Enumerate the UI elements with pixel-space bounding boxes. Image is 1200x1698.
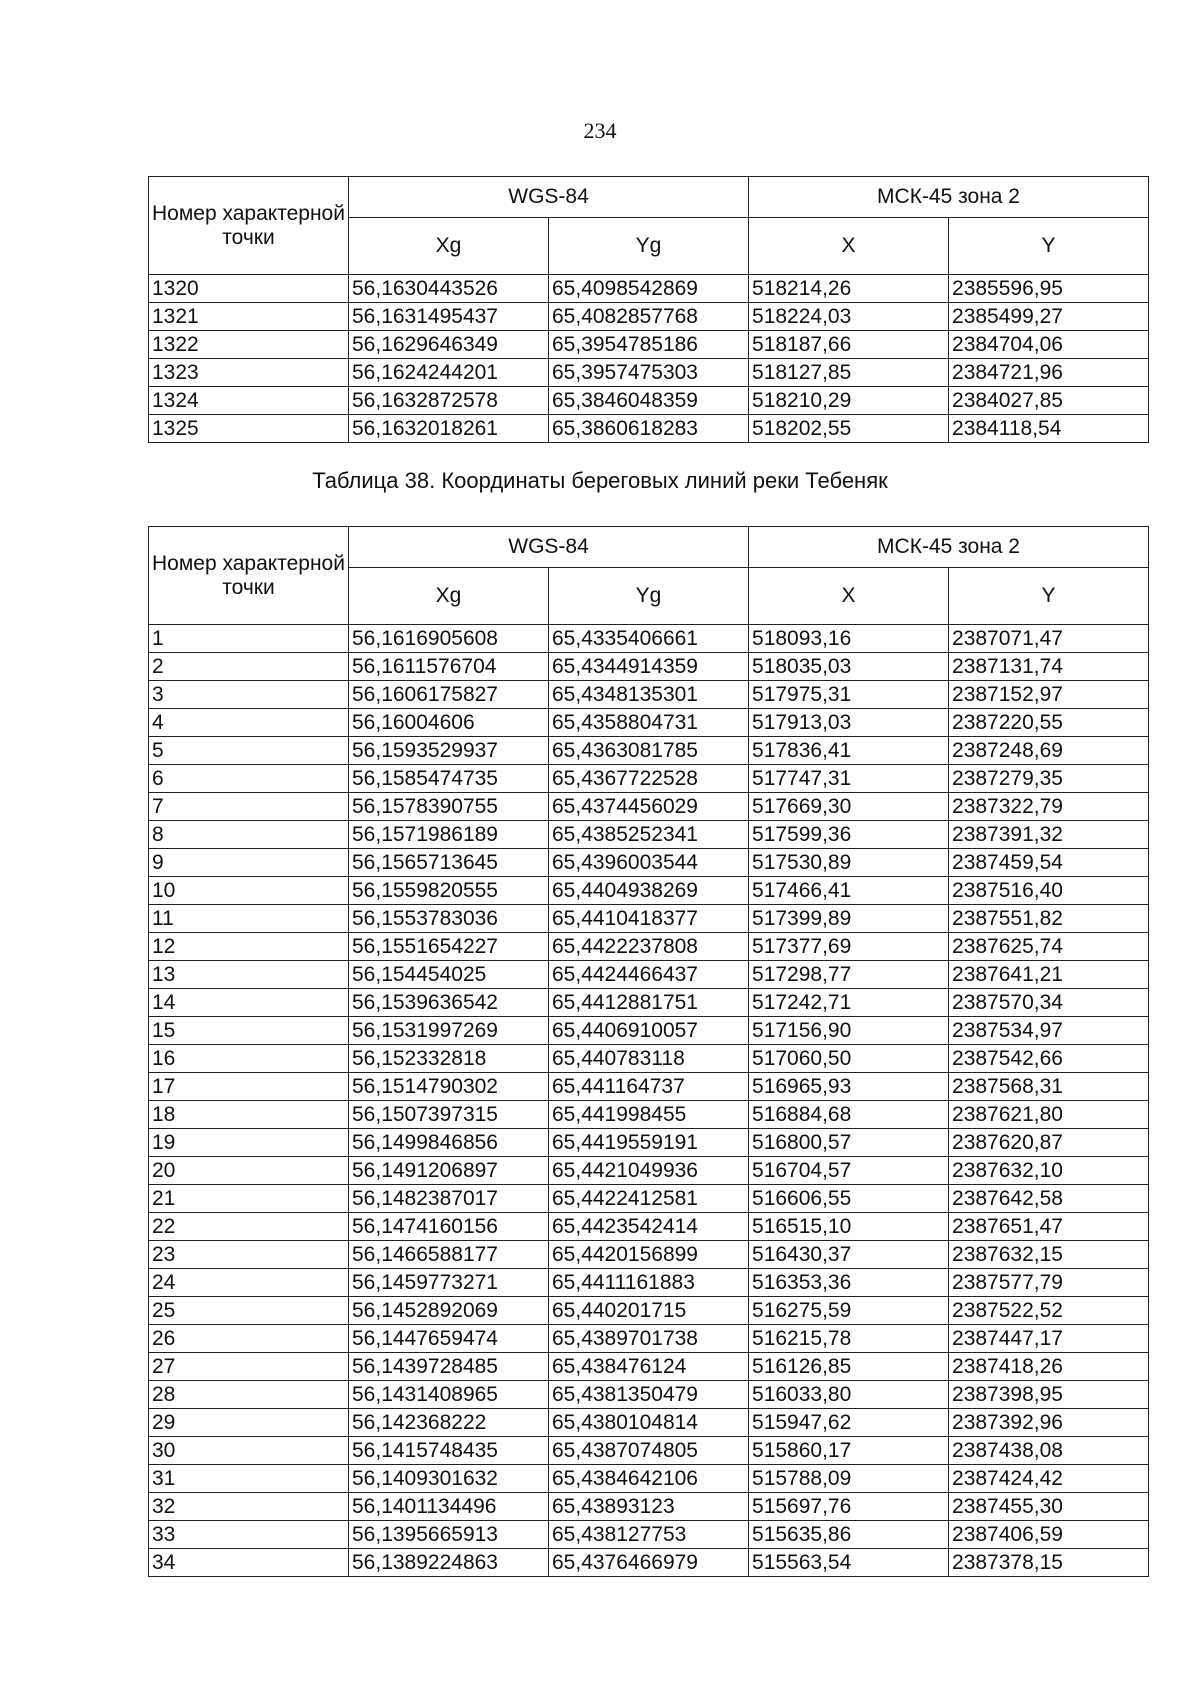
yg-cell: 65,4423542414 [549,1213,749,1241]
point-number-cell: 14 [149,989,349,1017]
point-number-cell: 1321 [149,303,349,331]
yg-cell: 65,441164737 [549,1073,749,1101]
point-number-cell: 26 [149,1325,349,1353]
xg-cell: 56,1631495437 [349,303,549,331]
xg-cell: 56,1447659474 [349,1325,549,1353]
xg-cell: 56,1553783036 [349,905,549,933]
table-row [149,765,1149,793]
x-cell: 517599,36 [749,821,949,849]
table-row [149,331,1149,359]
y-cell: 2387406,59 [949,1521,1149,1549]
table-row [149,1297,1149,1325]
table-row [149,737,1149,765]
yg-cell: 65,4412881751 [549,989,749,1017]
y-cell: 2387220,55 [949,709,1149,737]
header-wgs84: WGS-84 [349,527,749,568]
yg-cell: 65,4374456029 [549,793,749,821]
x-cell: 518214,26 [749,275,949,303]
x-cell: 517975,31 [749,681,949,709]
table-caption: Таблица 38. Координаты береговых линий реки Тебеняк [312,468,888,493]
table-row [149,1101,1149,1129]
point-number-cell: 28 [149,1381,349,1409]
y-cell: 2387459,54 [949,849,1149,877]
yg-cell: 65,440201715 [549,1297,749,1325]
yg-cell: 65,438476124 [549,1353,749,1381]
x-cell: 516430,37 [749,1241,949,1269]
y-cell: 2387625,74 [949,933,1149,961]
yg-cell: 65,440783118 [549,1045,749,1073]
table-row [149,1353,1149,1381]
x-cell: 515635,86 [749,1521,949,1549]
yg-cell: 65,4422237808 [549,933,749,961]
y-cell: 2387279,35 [949,765,1149,793]
y-cell: 2387651,47 [949,1213,1149,1241]
yg-cell: 65,4422412581 [549,1185,749,1213]
yg-cell: 65,4381350479 [549,1381,749,1409]
y-cell: 2387632,15 [949,1241,1149,1269]
xg-cell: 56,1452892069 [349,1297,549,1325]
point-number-cell: 6 [149,765,349,793]
point-number-cell: 27 [149,1353,349,1381]
xg-cell: 56,1507397315 [349,1101,549,1129]
table-1-body [149,275,1149,443]
x-cell: 516965,93 [749,1073,949,1101]
xg-cell: 56,1539636542 [349,989,549,1017]
xg-cell: 56,1559820555 [349,877,549,905]
table-row [149,1325,1149,1353]
yg-cell: 65,4380104814 [549,1409,749,1437]
x-cell: 516515,10 [749,1213,949,1241]
table-row [149,1521,1149,1549]
point-number-cell: 2 [149,653,349,681]
yg-cell: 65,4344914359 [549,653,749,681]
xg-cell: 56,1531997269 [349,1017,549,1045]
yg-cell: 65,43893123 [549,1493,749,1521]
x-cell: 517836,41 [749,737,949,765]
point-number-cell: 1320 [149,275,349,303]
point-number-cell: 22 [149,1213,349,1241]
header-xg: Xg [349,568,549,625]
xg-cell: 56,1578390755 [349,793,549,821]
xg-cell: 56,142368222 [349,1409,549,1437]
table-row [149,1017,1149,1045]
yg-cell: 65,441998455 [549,1101,749,1129]
yg-cell: 65,4410418377 [549,905,749,933]
xg-cell: 56,1491206897 [349,1157,549,1185]
header-point-number: Номер характерной точки [149,527,349,625]
xg-cell: 56,1395665913 [349,1521,549,1549]
xg-cell: 56,1629646349 [349,331,549,359]
xg-cell: 56,1409301632 [349,1465,549,1493]
table-row [149,625,1149,653]
yg-cell: 65,3957475303 [549,359,749,387]
point-number-cell: 3 [149,681,349,709]
yg-cell: 65,4376466979 [549,1549,749,1577]
y-cell: 2385499,27 [949,303,1149,331]
table-row [149,989,1149,1017]
xg-cell: 56,1565713645 [349,849,549,877]
x-cell: 516884,68 [749,1101,949,1129]
x-cell: 516704,57 [749,1157,949,1185]
table-row [149,1549,1149,1577]
y-cell: 2387248,69 [949,737,1149,765]
x-cell: 516353,36 [749,1269,949,1297]
table-row [149,1129,1149,1157]
yg-cell: 65,4385252341 [549,821,749,849]
yg-cell: 65,4406910057 [549,1017,749,1045]
point-number-cell: 1 [149,625,349,653]
xg-cell: 56,1551654227 [349,933,549,961]
point-number-cell: 1322 [149,331,349,359]
xg-cell: 56,154454025 [349,961,549,989]
xg-cell: 56,1466588177 [349,1241,549,1269]
x-cell: 516800,57 [749,1129,949,1157]
x-cell: 517669,30 [749,793,949,821]
yg-cell: 65,438127753 [549,1521,749,1549]
xg-cell: 56,16004606 [349,709,549,737]
x-cell: 518224,03 [749,303,949,331]
yg-cell: 65,4389701738 [549,1325,749,1353]
point-number-cell: 10 [149,877,349,905]
header-y: Y [949,218,1149,275]
point-number-cell: 9 [149,849,349,877]
xg-cell: 56,1474160156 [349,1213,549,1241]
x-cell: 517298,77 [749,961,949,989]
point-number-cell: 17 [149,1073,349,1101]
table-row [149,961,1149,989]
table-row [149,1157,1149,1185]
x-cell: 515563,54 [749,1549,949,1577]
x-cell: 517530,89 [749,849,949,877]
yg-cell: 65,4396003544 [549,849,749,877]
point-number-cell: 1325 [149,415,349,443]
y-cell: 2387620,87 [949,1129,1149,1157]
xg-cell: 56,1593529937 [349,737,549,765]
y-cell: 2387641,21 [949,961,1149,989]
xg-cell: 56,1459773271 [349,1269,549,1297]
y-cell: 2387071,47 [949,625,1149,653]
point-number-cell: 24 [149,1269,349,1297]
y-cell: 2387568,31 [949,1073,1149,1101]
point-number-cell: 31 [149,1465,349,1493]
xg-cell: 56,152332818 [349,1045,549,1073]
y-cell: 2387418,26 [949,1353,1149,1381]
xg-cell: 56,1439728485 [349,1353,549,1381]
xg-cell: 56,1632018261 [349,415,549,443]
table-row [149,387,1149,415]
xg-cell: 56,1624244201 [349,359,549,387]
xg-cell: 56,1630443526 [349,275,549,303]
y-cell: 2387455,30 [949,1493,1149,1521]
table-row [149,793,1149,821]
yg-cell: 65,4404938269 [549,877,749,905]
y-cell: 2387551,82 [949,905,1149,933]
header-yg: Yg [549,568,749,625]
x-cell: 518035,03 [749,653,949,681]
table-row [149,821,1149,849]
x-cell: 517242,71 [749,989,949,1017]
x-cell: 517156,90 [749,1017,949,1045]
xg-cell: 56,1616905608 [349,625,549,653]
x-cell: 516606,55 [749,1185,949,1213]
y-cell: 2387152,97 [949,681,1149,709]
point-number-cell: 1324 [149,387,349,415]
table-2-body [149,625,1149,1577]
point-number-cell: 15 [149,1017,349,1045]
point-number-cell: 33 [149,1521,349,1549]
y-cell: 2387131,74 [949,653,1149,681]
xg-cell: 56,1585474735 [349,765,549,793]
table-row [149,1045,1149,1073]
point-number-cell: 25 [149,1297,349,1325]
x-cell: 516126,85 [749,1353,949,1381]
y-cell: 2387447,17 [949,1325,1149,1353]
point-number-cell: 23 [149,1241,349,1269]
point-number-cell: 20 [149,1157,349,1185]
x-cell: 516033,80 [749,1381,949,1409]
y-cell: 2384704,06 [949,331,1149,359]
table-row [149,1185,1149,1213]
table-row [149,681,1149,709]
table-row [149,849,1149,877]
xg-cell: 56,1606175827 [349,681,549,709]
xg-cell: 56,1632872578 [349,387,549,415]
x-cell: 515697,76 [749,1493,949,1521]
y-cell: 2387621,80 [949,1101,1149,1129]
yg-cell: 65,4098542869 [549,275,749,303]
point-number-cell: 4 [149,709,349,737]
table-row [149,303,1149,331]
yg-cell: 65,4419559191 [549,1129,749,1157]
xg-cell: 56,1499846856 [349,1129,549,1157]
header-yg: Yg [549,218,749,275]
y-cell: 2387392,96 [949,1409,1149,1437]
coordinates-table-2 [148,526,1149,1577]
y-cell: 2387577,79 [949,1269,1149,1297]
y-cell: 2387424,42 [949,1465,1149,1493]
x-cell: 515947,62 [749,1409,949,1437]
point-number-cell: 32 [149,1493,349,1521]
y-cell: 2387322,79 [949,793,1149,821]
header-point-number: Номер характерной точки [149,177,349,275]
header-msk45: МСК-45 зона 2 [749,177,1149,218]
y-cell: 2387516,40 [949,877,1149,905]
point-number-cell: 29 [149,1409,349,1437]
y-cell: 2387391,32 [949,821,1149,849]
xg-cell: 56,1431408965 [349,1381,549,1409]
table-row [149,1409,1149,1437]
point-number-cell: 8 [149,821,349,849]
point-number-cell: 19 [149,1129,349,1157]
point-number-cell: 34 [149,1549,349,1577]
table-row [149,1465,1149,1493]
yg-cell: 65,3846048359 [549,387,749,415]
yg-cell: 65,4387074805 [549,1437,749,1465]
y-cell: 2387570,34 [949,989,1149,1017]
y-cell: 2385596,95 [949,275,1149,303]
yg-cell: 65,4367722528 [549,765,749,793]
point-number-cell: 1323 [149,359,349,387]
table-row [149,415,1149,443]
x-cell: 517377,69 [749,933,949,961]
y-cell: 2384721,96 [949,359,1149,387]
xg-cell: 56,1514790302 [349,1073,549,1101]
x-cell: 518187,66 [749,331,949,359]
coordinates-table-1 [148,176,1149,443]
y-cell: 2387522,52 [949,1297,1149,1325]
y-cell: 2387642,58 [949,1185,1149,1213]
yg-cell: 65,4082857768 [549,303,749,331]
table-row [149,933,1149,961]
table-row [149,1493,1149,1521]
xg-cell: 56,1571986189 [349,821,549,849]
header-x: X [749,568,949,625]
y-cell: 2387378,15 [949,1549,1149,1577]
table-row [149,1241,1149,1269]
xg-cell: 56,1389224863 [349,1549,549,1577]
y-cell: 2387632,10 [949,1157,1149,1185]
point-number-cell: 5 [149,737,349,765]
x-cell: 517466,41 [749,877,949,905]
point-number-cell: 16 [149,1045,349,1073]
x-cell: 515860,17 [749,1437,949,1465]
xg-cell: 56,1415748435 [349,1437,549,1465]
table-row [149,275,1149,303]
x-cell: 515788,09 [749,1465,949,1493]
header-msk45: МСК-45 зона 2 [749,527,1149,568]
point-number-cell: 11 [149,905,349,933]
xg-cell: 56,1482387017 [349,1185,549,1213]
x-cell: 518202,55 [749,415,949,443]
table-row [149,1269,1149,1297]
yg-cell: 65,4420156899 [549,1241,749,1269]
table-row [149,709,1149,737]
y-cell: 2384118,54 [949,415,1149,443]
yg-cell: 65,4411161883 [549,1269,749,1297]
point-number-cell: 18 [149,1101,349,1129]
y-cell: 2387542,66 [949,1045,1149,1073]
x-cell: 517747,31 [749,765,949,793]
header-xg: Xg [349,218,549,275]
point-number-cell: 21 [149,1185,349,1213]
y-cell: 2387438,08 [949,1437,1149,1465]
header-x: X [749,218,949,275]
x-cell: 517060,50 [749,1045,949,1073]
yg-cell: 65,4363081785 [549,737,749,765]
header-y: Y [949,568,1149,625]
yg-cell: 65,4348135301 [549,681,749,709]
y-cell: 2387398,95 [949,1381,1149,1409]
table-row [149,359,1149,387]
table-row [149,1073,1149,1101]
table-row [149,653,1149,681]
yg-cell: 65,4421049936 [549,1157,749,1185]
table-row [149,1213,1149,1241]
table-row [149,877,1149,905]
x-cell: 518127,85 [749,359,949,387]
yg-cell: 65,4358804731 [549,709,749,737]
x-cell: 518210,29 [749,387,949,415]
header-wgs84: WGS-84 [349,177,749,218]
x-cell: 516215,78 [749,1325,949,1353]
table-row [149,1381,1149,1409]
point-number-cell: 7 [149,793,349,821]
yg-cell: 65,4424466437 [549,961,749,989]
xg-cell: 56,1401134496 [349,1493,549,1521]
x-cell: 517399,89 [749,905,949,933]
xg-cell: 56,1611576704 [349,653,549,681]
x-cell: 518093,16 [749,625,949,653]
x-cell: 516275,59 [749,1297,949,1325]
x-cell: 517913,03 [749,709,949,737]
table-row [149,905,1149,933]
table-row [149,1437,1149,1465]
point-number-cell: 13 [149,961,349,989]
y-cell: 2384027,85 [949,387,1149,415]
yg-cell: 65,4384642106 [549,1465,749,1493]
y-cell: 2387534,97 [949,1017,1149,1045]
yg-cell: 65,3954785186 [549,331,749,359]
yg-cell: 65,3860618283 [549,415,749,443]
point-number-cell: 12 [149,933,349,961]
point-number-cell: 30 [149,1437,349,1465]
page-number: 234 [583,118,617,143]
yg-cell: 65,4335406661 [549,625,749,653]
